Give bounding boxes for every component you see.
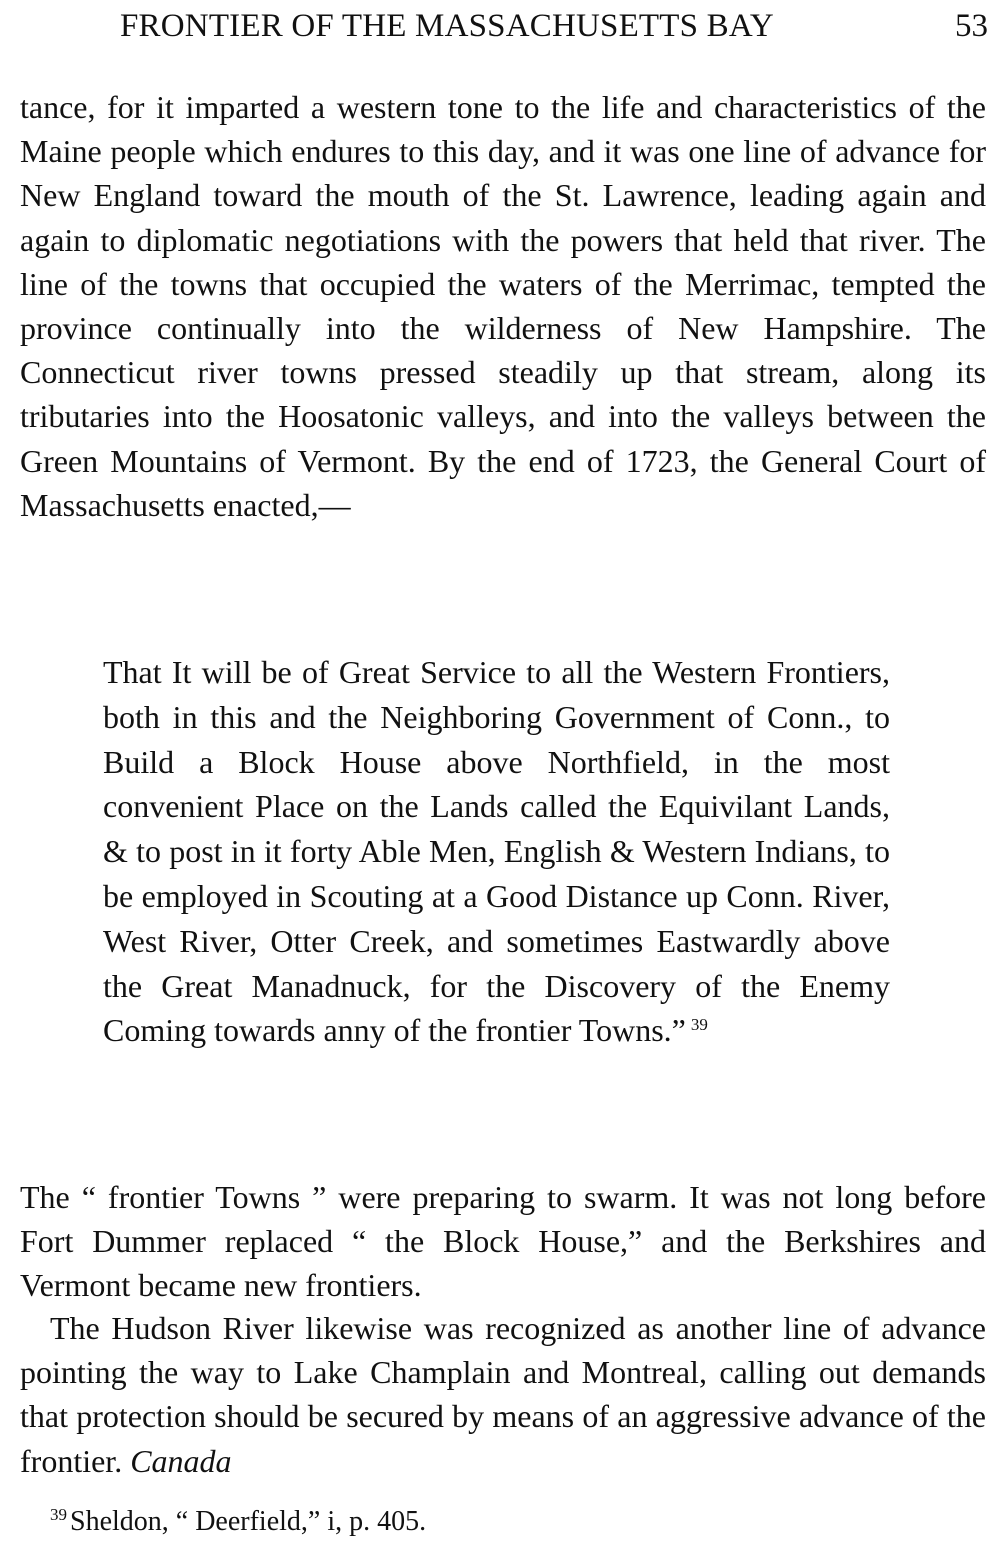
page-number: 53 [955, 8, 988, 44]
italic-word: Canada [130, 1442, 232, 1479]
footnote [50, 1504, 426, 1540]
paragraph-hudson-river-text: The Hudson River likewise was recognized as another line of advance pointing the way to Lake Champlain and Montreal, calling out demands that protection should be secured by means of an aggressive advance of the frontier. [20, 1310, 986, 1479]
footnote-mark: 39 [50, 1504, 67, 1524]
footnote-reference: 39 [690, 1014, 708, 1034]
block-quotation [103, 650, 890, 1053]
paragraph-hudson-river [20, 1306, 986, 1483]
paragraph-frontier-towns: The “ frontier Towns ” were preparing to swarm. It was not long before Fort Dummer replaced “ the Block House,” and the Berkshires and Vermont became new frontiers. [20, 1179, 986, 1304]
footnote-text: Sheldon, “ Deerfield,” i, p. 405. [70, 1506, 427, 1537]
running-head [20, 6, 988, 50]
paragraph-continuation: tance, for it imparted a western tone to the life and characteristics of the Maine people which endures to this day, and it was one line of advance for New England toward the mouth of the St. Lawrence, leading again and again to diplomatic negotiations with the powers that held that river. The line of the towns that occupied the waters of the Merrimac, tempted the province continually into the wilderness of New Hampshire. The Connecticut river towns pressed steadily up that stream, along its tributaries into the Hoosatonic valleys, and into the valleys between the Green Mountains of Vermont. By the end of 1723, the General Court of Massachusetts enacted,— [20, 89, 986, 523]
running-title: FRONTIER OF THE MASSACHUSETTS BAY [120, 8, 774, 44]
quotation-text: That It will be of Great Service to all the Western Frontiers, both in this and the Neighboring Government of Conn., to Build a Block House above Northfield, in the most convenient Place on the Lands called the Equivilant Lands, & to post in it forty Able Men, English & Western Indians, to be employed in Scouting at a Good Distance up Conn. River, West River, Otter Creek, and sometimes Eastwardly above the Great Manadnuck, for the Discovery of the Enemy Coming towards anny of the frontier Towns.” [103, 654, 890, 1049]
